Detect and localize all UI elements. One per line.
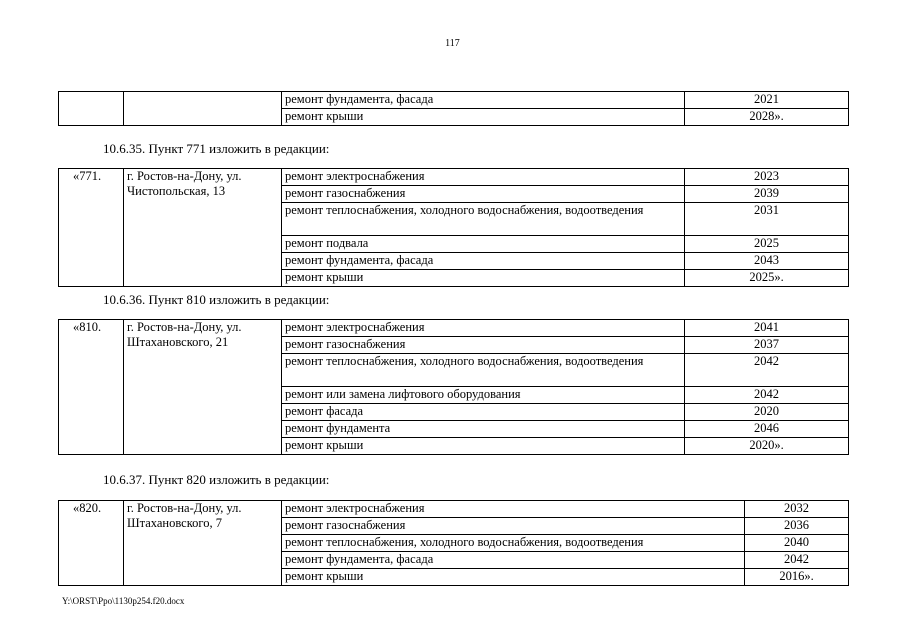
item-810-table <box>58 319 849 455</box>
year-cell: 2043 <box>685 253 849 270</box>
work-cell: ремонт подвала <box>282 236 685 253</box>
year-cell: 2042 <box>685 354 849 387</box>
work-cell: ремонт крыши <box>282 109 685 126</box>
year-cell: 2042 <box>745 552 849 569</box>
section-heading: 10.6.36. Пункт 810 изложить в редакции: <box>103 292 330 307</box>
page-number: 117 <box>445 38 460 49</box>
work-cell: ремонт теплоснабжения, холодного водоснабжения, водоотведения <box>282 535 745 552</box>
year-cell: 2016». <box>745 569 849 586</box>
table-row <box>59 169 849 186</box>
year-cell: 2037 <box>685 337 849 354</box>
address-cell <box>124 92 282 126</box>
work-cell: ремонт крыши <box>282 438 685 455</box>
file-path-footer: Y:\ORST\Ppo\1130p254.f20.docx <box>62 596 185 606</box>
work-cell: ремонт газоснабжения <box>282 186 685 203</box>
year-cell: 2039 <box>685 186 849 203</box>
year-cell: 2020». <box>685 438 849 455</box>
year-cell: 2025 <box>685 236 849 253</box>
work-cell: ремонт электроснабжения <box>282 501 745 518</box>
work-cell: ремонт теплоснабжения, холодного водоснабжения, водоотведения <box>282 203 685 236</box>
item-number: «820. <box>59 501 124 586</box>
work-cell: ремонт фундамента, фасада <box>282 253 685 270</box>
section-heading: 10.6.37. Пункт 820 изложить в редакции: <box>103 472 330 487</box>
work-cell: ремонт газоснабжения <box>282 337 685 354</box>
work-cell: ремонт электроснабжения <box>282 169 685 186</box>
work-cell: ремонт электроснабжения <box>282 320 685 337</box>
year-cell: 2040 <box>745 535 849 552</box>
year-cell: 2025». <box>685 270 849 287</box>
year-cell: 2031 <box>685 203 849 236</box>
year-cell: 2046 <box>685 421 849 438</box>
table-row <box>59 320 849 337</box>
item-address: г. Ростов-на-Дону, ул. Штахановского, 21 <box>124 320 282 455</box>
year-cell: 2036 <box>745 518 849 535</box>
item-number: «810. <box>59 320 124 455</box>
item-number: «771. <box>59 169 124 287</box>
work-cell: ремонт теплоснабжения, холодного водоснабжения, водоотведения <box>282 354 685 387</box>
work-cell: ремонт фасада <box>282 404 685 421</box>
work-cell: ремонт фундамента, фасада <box>282 552 745 569</box>
year-cell: 2032 <box>745 501 849 518</box>
item-address: г. Ростов-на-Дону, ул. Штахановского, 7 <box>124 501 282 586</box>
continuation-table <box>58 91 849 126</box>
item-820-table <box>58 500 849 586</box>
work-cell: ремонт крыши <box>282 270 685 287</box>
year-cell: 2041 <box>685 320 849 337</box>
year-cell: 2023 <box>685 169 849 186</box>
work-cell: ремонт газоснабжения <box>282 518 745 535</box>
year-cell: 2042 <box>685 387 849 404</box>
section-heading: 10.6.35. Пункт 771 изложить в редакции: <box>103 141 330 156</box>
work-cell: ремонт крыши <box>282 569 745 586</box>
year-cell: 2021 <box>685 92 849 109</box>
year-cell: 2020 <box>685 404 849 421</box>
table-row <box>59 92 849 109</box>
work-cell: ремонт фундамента, фасада <box>282 92 685 109</box>
work-cell: ремонт или замена лифтового оборудования <box>282 387 685 404</box>
table-row <box>59 501 849 518</box>
item-771-table <box>58 168 849 287</box>
item-address: г. Ростов-на-Дону, ул. Чистопольская, 13 <box>124 169 282 287</box>
number-cell <box>59 92 124 126</box>
work-cell: ремонт фундамента <box>282 421 685 438</box>
year-cell: 2028». <box>685 109 849 126</box>
